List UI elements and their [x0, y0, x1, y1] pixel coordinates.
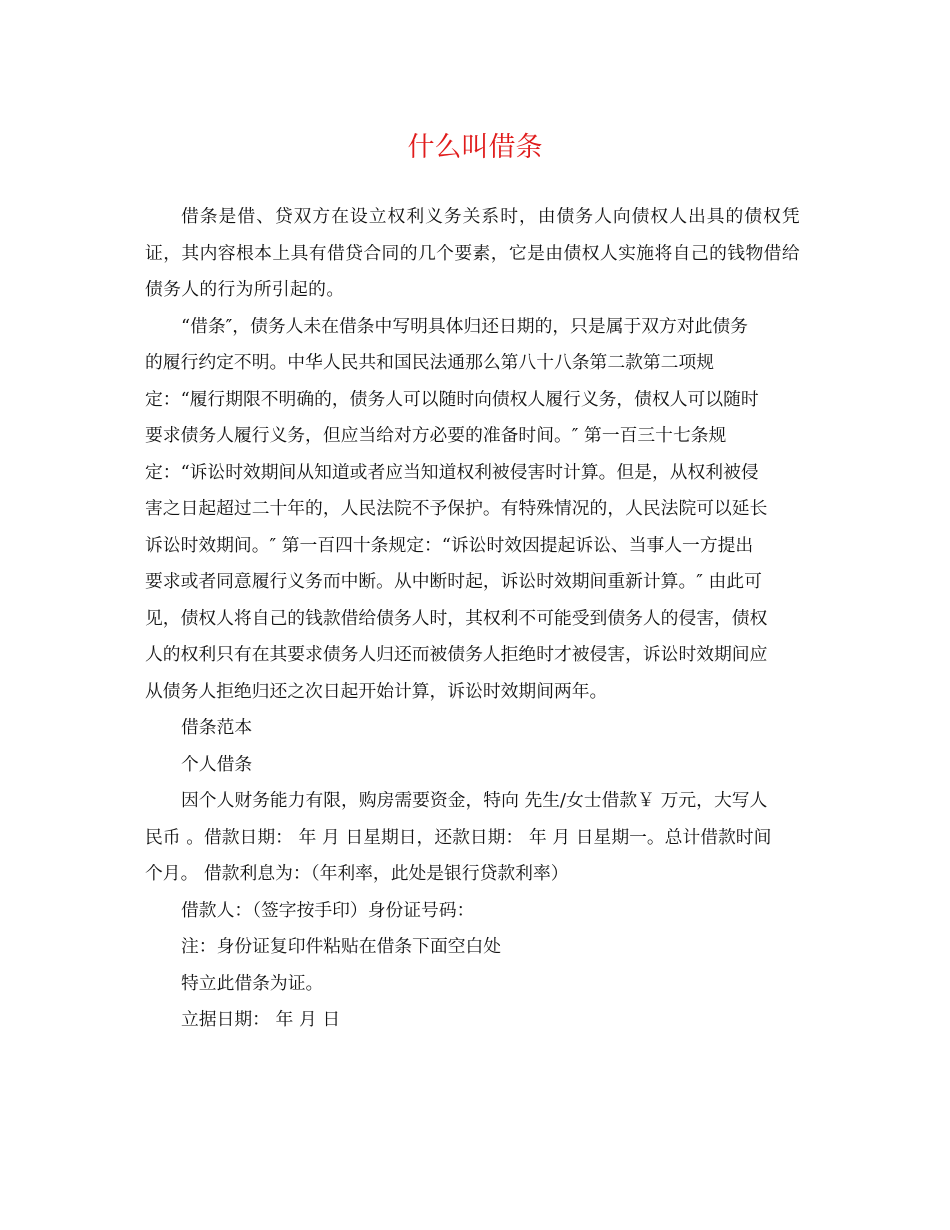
paragraph-line: 诉讼时效期间。″ 第一百四十条规定：“诉讼时效因提起诉讼、当事人一方提出	[145, 534, 754, 556]
paragraph-definition: 借条是借、贷双方在设立权利义务关系时，由债务人向债权人出具的债权凭证，其内容根本上具有借贷合同的几个要素，它是由债权人实施将自己的钱物借给债务人的行为所引起的。	[145, 206, 800, 300]
paragraph-line: 害之日起超过二十年的，人民法院不予保护。有特殊情况的，人民法院可以延长	[145, 498, 768, 519]
document-body	[145, 199, 800, 1039]
sample-line: 因个人财务能力有限，购房需要资金，特向 先生/女士借款￥ 万元，大写人	[181, 790, 768, 811]
paragraph-line: 定：“诉讼时效期间从知道或者应当知道权利被侵害时计算。但是，从权利被侵	[145, 461, 759, 483]
paragraph-line: 要求债务人履行义务，但应当给对方必要的准备时间。″ 第一百三十七条规	[145, 425, 727, 446]
paragraph-line: 人的权利只有在其要求债务人归还而被债务人拒绝时才被侵害，诉讼时效期间应	[145, 644, 768, 665]
paragraph-line: 要求或者同意履行义务而中断。从中断时起，诉讼时效期间重新计算。″ 由此可	[145, 571, 762, 592]
proof-line: 特立此借条为证。	[181, 972, 324, 994]
borrower-line: 借款人：（签字按手印）身份证号码：	[181, 899, 475, 921]
paragraph-line: 的履行约定不明。中华人民共和国民法通那么第八十八条第二款第二项规	[145, 352, 715, 373]
document-title: 什么叫借条	[407, 132, 543, 163]
sample-line: 民币 。借款日期： 年 月 日星期日，还款日期： 年 月 日星期一。总计借款时间	[145, 826, 772, 848]
paragraph-line: “借条″，债务人未在借条中写明具体归还日期的，只是属于双方对此债务	[181, 315, 748, 337]
date-line: 立据日期： 年 月 日	[181, 1009, 341, 1030]
paragraph-line: 定：“履行期限不明确的，债务人可以随时向债权人履行义务，债权人可以随时	[145, 388, 759, 410]
sample-subheading: 个人借条	[181, 753, 253, 775]
paragraph-line: 见，债权人将自己的钱款借给债务人时，其权利不可能受到债务人的侵害，债权	[145, 607, 768, 629]
sample-heading: 借条范本	[181, 717, 253, 738]
sample-line: 个月。 借款利息为：（年利率，此处是银行贷款利率）	[145, 863, 569, 884]
sample-body	[145, 783, 800, 893]
paragraph-line: 从债务人拒绝归还之次日起开始计算，诉讼时效期间两年。	[145, 680, 608, 702]
note-line: 注：身份证复印件粘贴在借条下面空白处	[181, 936, 502, 957]
paragraph-legal-explanation	[145, 309, 800, 711]
